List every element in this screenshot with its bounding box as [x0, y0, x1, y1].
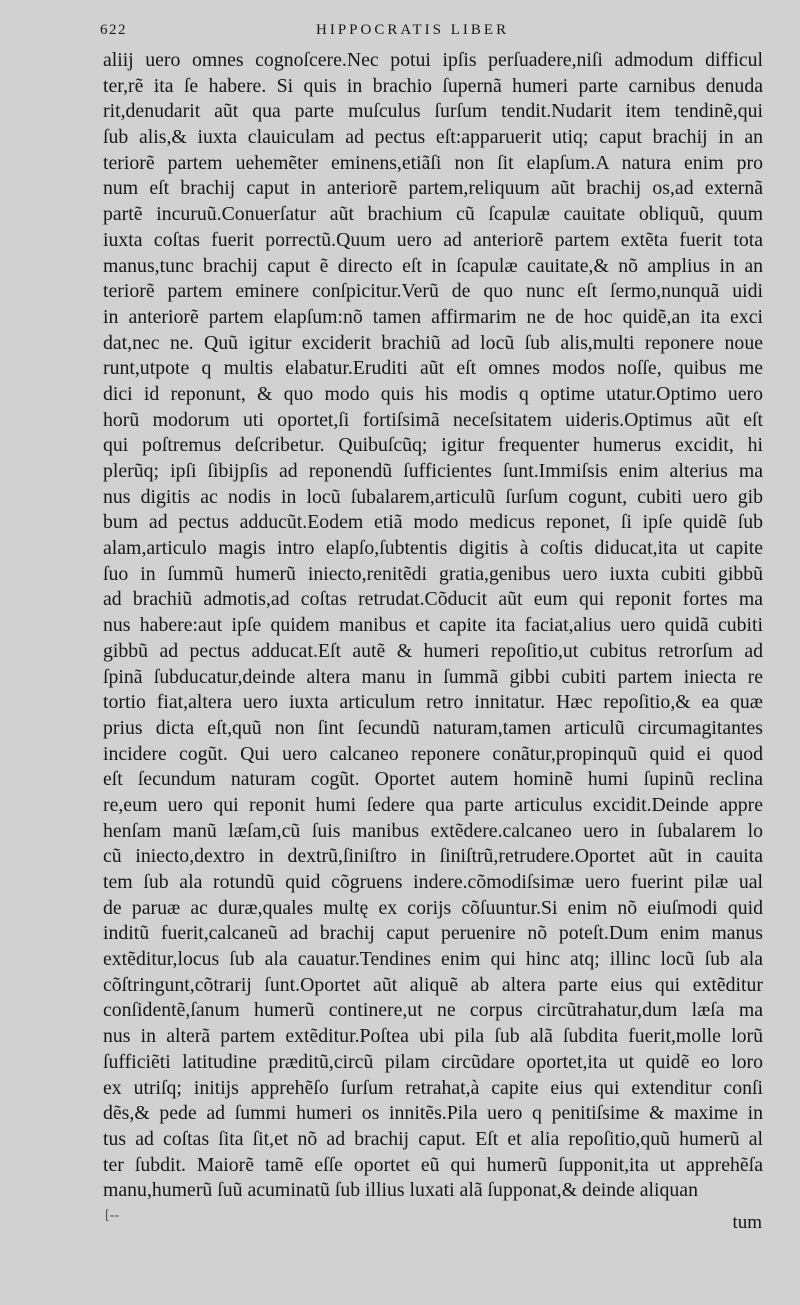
text-line: nus habere:aut ipſe quidem manibus et capite ita faciat,alius uero quidã cubiti	[103, 614, 763, 637]
catchword: tum	[732, 1212, 762, 1233]
text-line: ſub alis,& iuxta clauiculam ad pectus eſt:apparuerit utiq; caput brachĳ in an	[103, 126, 763, 149]
text-line: tus ad coſtas ſita ſit,et nõ ad brachĳ caput. Eſt et alia repoſitio,quũ humerũ al	[103, 1127, 763, 1150]
text-line: iuxta coſtas fuerit porrectũ.Quum uero ad anteriorẽ partem extẽta fuerit tota	[103, 228, 763, 251]
text-line: cõſtringunt,cõtrarĳ ſunt.Oportet aũt aliquẽ ab altera parte eius qui extẽditur	[103, 973, 763, 996]
text-line: cũ iniecto,dextro in dextrũ,ſiniſtro in ſiniſtrũ,retrudere.Oportet aũt in cauita	[103, 845, 763, 868]
text-line: manus,tunc brachĳ caput ẽ directo eſt in ſcapulæ cauitate,& nõ amplius in an	[103, 254, 763, 277]
text-line: gibbũ ad pectus adducat.Eſt autẽ & humeri repoſitio,ut cubitus retrorſum ad	[103, 639, 763, 662]
text-line: inditũ fuerit,calcaneũ ad brachĳ caput peruenire nõ poteſt.Dum enim manus	[103, 922, 763, 945]
text-line: horũ modorum uti oportet,ſi fortiſsimã neceſsitatem uideris.Optimus aũt eſt	[103, 408, 763, 431]
page-header	[100, 22, 786, 46]
text-line: eſt ſecundum naturam cogũt. Oportet autem hominẽ humi ſupinũ reclina	[103, 768, 763, 791]
text-line: ter ſubdit. Maiorẽ tamẽ eſſe oportet eũ qui humerũ ſupponit,ita ut apprehẽſa	[103, 1153, 763, 1176]
text-line: tortio fiat,altera uero iuxta articulum retro innitatur. Hæc repoſitio,& ea quæ	[103, 691, 763, 714]
text-line: nus in alterã partem extẽditur.Poſtea ubi pila ſub alã ſubdita fuerit,molle lorũ	[103, 1025, 763, 1048]
body-text	[103, 48, 763, 1204]
text-line: partẽ incuruũ.Conuerſatur aũt brachium cũ ſcapulæ cauitate obliquũ, quum	[103, 203, 763, 226]
text-line: ſufficiẽti latitudine præditũ,circũ pilam circũdare oportet,ita ut quidẽ eo loro	[103, 1050, 763, 1073]
text-line: teriorẽ partem eminere conſpicitur.Verũ de quo nunc eſt ſermo,nunquã uidi	[103, 280, 763, 303]
text-line: incidere cogũt. Qui uero calcaneo reponere conãtur,propinquũ quid ei quod	[103, 742, 763, 765]
text-line: ſpinã ſubducatur,deinde altera manu in ſummã gibbi cubiti partem iniecta re	[103, 665, 763, 688]
text-line: runt,utpote q multis elabatur.Eruditi aũt eſt omnes modos noſſe, quibus me	[103, 357, 763, 380]
text-line: ſuo in ſummũ humerũ iniecto,renitẽdi gratia,genibus uero iuxta cubiti gibbũ	[103, 562, 763, 585]
text-line: aliĳ uero omnes cognoſcere.Nec potui ipſis perſuadere,niſi admodum difficul	[103, 49, 763, 71]
text-line: de paruæ ac duræ,quales multę ex corĳs cõſuuntur.Si enim nõ eiuſmodi quid	[103, 896, 763, 919]
text-line: dat,nec ne. Quũ igitur exciderit brachiũ ad locũ ſub alis,multi reponere noue	[103, 331, 763, 354]
text-line: manu,humerũ ſuũ acuminatũ ſub illius luxati alã ſupponat,& deinde aliquan	[103, 1179, 698, 1202]
text-line: nus digitis ac nodis in locũ ſubalarem,articulũ ſurſum cogunt, cubiti uero gib	[103, 485, 763, 508]
text-line: rit,denudarit aũt qua parte muſculus ſurſum tendit.Nudarit item tendinẽ,qui	[103, 100, 763, 123]
text-line: in anteriorẽ partem elapſum:nõ tamen affirmarim ne de hoc quidẽ,an ita exci	[103, 305, 763, 328]
text-line: plerũq; ipſi ſibĳpſis ad reponendũ ſufficientes ſunt.Immiſsis enim alterius ma	[103, 460, 763, 482]
text-line: conſidentẽ,ſanum humerũ continere,ut ne corpus circũtrahatur,dum læſa ma	[103, 999, 763, 1022]
text-line: num eſt brachĳ caput in anteriorẽ partem,reliquum aũt brachĳ os,ad externã	[103, 177, 763, 200]
text-line: teriorẽ partem uehemẽter eminens,etiãſi non ſit elapſum.A natura enim pro	[103, 151, 763, 174]
text-line: tem ſub ala rotundũ quid cõgruens indere.cõmodiſsimæ uero fuerint pilæ ual	[103, 871, 763, 893]
text-line: dẽs,& pede ad ſummi humeri os innitẽs.Pila uero q penitiſsime & maxime in	[103, 1102, 763, 1125]
text-line: qui poſtremus deſcribetur. Quibuſcũq; igitur frequenter humerus excidit, hi	[103, 434, 763, 457]
text-line: ex utriſq; initĳs apprehẽſo ſurſum retrahat,à capite eius qui extenditur conſi	[103, 1076, 763, 1099]
text-line: ter,rẽ ita ſe habere. Si quis in brachio ſupernã humeri parte carnibus denuda	[103, 74, 763, 97]
signature-mark: [--	[105, 1208, 119, 1223]
text-line: bum ad pectus adducũt.Eodem etiã modo medicus reponet, ſi ipſe quidẽ ſub	[103, 511, 763, 534]
text-line: dici id reponunt, & quo modo quis his modis q optime utatur.Optimo uero	[103, 382, 763, 405]
text-line: alam,articulo magis intro elapſo,ſubtentis digitis à coſtis diducat,ita ut capite	[103, 537, 763, 560]
text-line: extẽditur,locus ſub ala cauatur.Tendines enim qui hinc atq; illinc locũ ſub ala	[103, 948, 763, 971]
text-line: prius dicta eſt,quũ non ſint ſecundũ naturam,tamen articulũ circumagitantes	[103, 716, 763, 739]
text-line: ad brachiũ admotis,ad coſtas retrudat.Cõducit aũt eum qui reponit fortes ma	[103, 588, 763, 611]
running-head: HIPPOCRATIS LIBER	[316, 22, 510, 38]
text-line: henſam manũ læſam,cũ ſuis manibus extẽdere.calcaneo uero in ſubalarem lo	[103, 819, 763, 842]
text-line: re,eum uero qui reponit humi ſedere qua parte articulus excidit.Deinde appre	[103, 793, 763, 816]
page-number: 622	[100, 22, 127, 38]
